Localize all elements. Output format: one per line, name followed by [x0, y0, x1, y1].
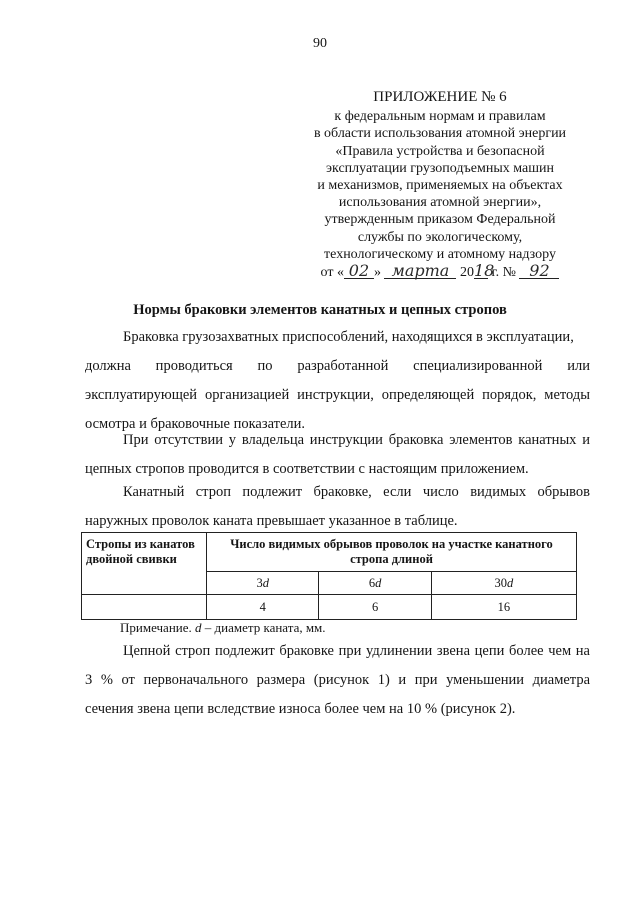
table-column-header: [207, 572, 319, 595]
paragraph-1-line: эксплуатирующей организацией инструкции, определяющей порядок, методы осмотра и браковочные показатели.: [85, 387, 590, 432]
order-year: 18: [473, 261, 495, 281]
table-note: [120, 620, 326, 636]
table-column-header: [431, 572, 576, 595]
order-prefix: от «: [320, 265, 344, 281]
paragraph-1-line: должна проводиться по разработанной специализированной или: [85, 358, 590, 374]
table-row: [82, 595, 577, 620]
paragraph-1: [85, 323, 590, 439]
page-number: 90: [313, 36, 327, 51]
appendix-line: и механизмов, применяемых на объектах: [317, 178, 563, 194]
table-header-right: Число видимых обрывов проволок на участке канатного стропа длиной: [207, 533, 577, 572]
order-number: 92: [519, 263, 559, 279]
table-header-left: Стропы из канатов двойной свивки: [82, 533, 207, 595]
appendix-line: использования атомной энергии»,: [338, 195, 542, 211]
appendix-block: [300, 89, 580, 281]
appendix-title: ПРИЛОЖЕНИЕ № 6: [373, 89, 507, 105]
norms-table: [81, 532, 577, 620]
column-number: 6: [368, 575, 376, 590]
order-number-label: г. №: [491, 265, 516, 281]
order-year-prefix: 20: [459, 265, 474, 281]
order-day: 02: [344, 263, 374, 279]
table-cell: 6: [319, 595, 431, 620]
paragraph-1-line: Браковка грузозахватных приспособлений, находящихся в эксплуатации,: [123, 329, 574, 345]
table-column-header: [319, 572, 431, 595]
column-variable: d: [262, 575, 269, 590]
appendix-line: «Правила устройства и безопасной: [335, 143, 545, 159]
column-number: 30: [494, 575, 508, 590]
table-cell: 16: [431, 595, 576, 620]
column-variable: d: [375, 575, 382, 590]
paragraph-4: [85, 637, 590, 724]
table-row-label: [82, 595, 207, 620]
appendix-line: технологическому и атомному надзору: [324, 246, 556, 262]
appendix-line: к федеральным нормам и правилам: [334, 109, 546, 125]
appendix-line: службы по экологическому,: [357, 229, 523, 245]
paragraph-4-text: Цепной строп подлежит браковке при удлинении звена цепи более чем на 3 % от первоначального размера (рисунок 1) и при уменьшении диаметра сечения звена цепи вследствие износа более чем на 10 % (рисунок 2).: [85, 643, 590, 717]
appendix-line: утвержденным приказом Федеральной: [324, 212, 556, 228]
table-cell: 4: [207, 595, 319, 620]
order-line: [300, 263, 580, 281]
note-variable: d: [195, 620, 202, 635]
paragraph-3: [85, 478, 590, 536]
paragraph-3-text: Канатный строп подлежит браковке, если число видимых обрывов наружных проволок каната превышает указанное в таблице.: [85, 484, 590, 529]
paragraph-2-text: При отсутствии у владельца инструкции браковка элементов канатных и цепных стропов проводится в соответствии с настоящим приложением.: [85, 432, 590, 477]
appendix-line: в области использования атомной энергии: [313, 126, 567, 142]
document-title: Нормы браковки элементов канатных и цепных стропов: [133, 302, 507, 318]
note-prefix: Примечание.: [120, 620, 192, 635]
note-text: – диаметр каната, мм.: [201, 620, 326, 635]
appendix-line: эксплуатации грузоподъемных машин: [326, 160, 554, 176]
column-number: 3: [256, 575, 263, 590]
table-header-row: [82, 533, 577, 572]
order-quote-close: »: [373, 265, 381, 281]
column-variable: d: [507, 575, 514, 590]
paragraph-2: [85, 426, 590, 484]
order-month: марта: [384, 263, 456, 279]
